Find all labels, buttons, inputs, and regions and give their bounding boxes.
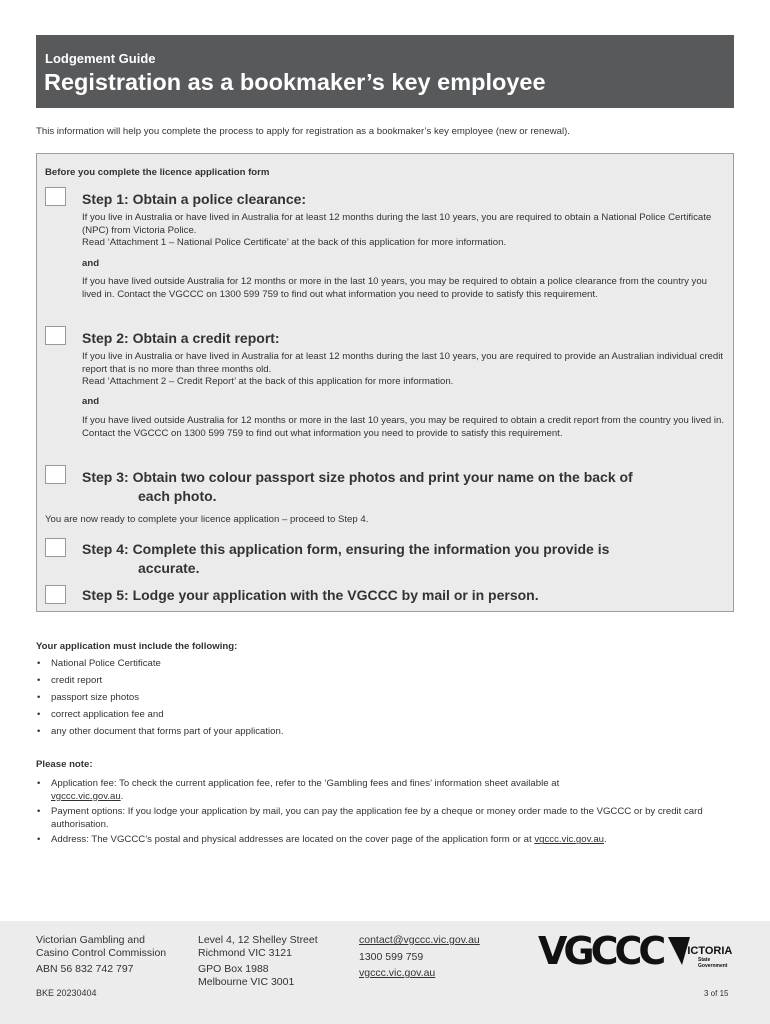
page-number: 3 of 15 xyxy=(704,989,729,998)
step1-checkbox[interactable] xyxy=(45,187,66,206)
footer-website-link[interactable]: vgccc.vic.gov.au xyxy=(359,967,436,979)
page-title: Registration as a bookmaker’s key employee xyxy=(44,69,546,95)
footer-addr-line4: Melbourne VIC 3001 xyxy=(198,975,295,988)
list-item: • correct application fee and xyxy=(36,709,736,722)
checklist-box xyxy=(36,153,734,612)
list-item: • credit report xyxy=(36,675,736,688)
step4-title-line1: Step 4: Complete this application form, ensuring the information you provide is xyxy=(82,541,610,557)
step4-title xyxy=(82,540,722,578)
footer-address xyxy=(198,934,318,988)
note-fee xyxy=(36,778,736,803)
footer-addr-line2: Richmond VIC 3121 xyxy=(198,946,292,959)
step3-title xyxy=(82,468,722,506)
step3-title-line2: each photo. xyxy=(138,488,217,504)
header-banner xyxy=(36,35,734,108)
step2-para1b-text: Read ‘Attachment 2 – Credit Report’ at the back of this application for more information. xyxy=(82,376,454,388)
list-item: • National Police Certificate xyxy=(36,658,736,671)
footer-org xyxy=(36,934,166,976)
step1-para1b-text: Read ‘Attachment 1 – National Police Certificate’ at the back of this application for more information. xyxy=(82,237,507,249)
step1-para1 xyxy=(82,212,727,250)
step4-checkbox[interactable] xyxy=(45,538,66,557)
footer-email-link[interactable]: contact@vgccc.vic.gov.au xyxy=(359,934,480,946)
note-address-end: . xyxy=(604,834,607,846)
fee-link[interactable]: vgccc.vic.gov.au xyxy=(51,790,121,802)
footer-addr-line1: Level 4, 12 Shelley Street xyxy=(198,934,318,946)
step3-title-line1: Step 3: Obtain two colour passport size photos and print your name on the back of xyxy=(82,469,633,485)
note-address-text: Address: The VGCCC’s postal and physical addresses are located on the cover page of the application form or at xyxy=(51,834,532,846)
step5-title: Step 5: Lodge your application with the VGCCC by mail or in person. xyxy=(82,587,539,603)
step2-para1 xyxy=(82,351,727,389)
step2-para2: If you have lived outside Australia for 12 months or more in the last 10 years, you may be required to obtain a credit report from the country you lived in. Contact the VGCCC on 1300 599 759 to find out what information you need to provide to satisfy this requirement. xyxy=(82,415,725,439)
step2-and: and xyxy=(82,396,100,407)
step4-title-line2: accurate. xyxy=(138,560,200,576)
step1-and: and xyxy=(82,258,100,269)
checklist-heading: Before you complete the licence application form xyxy=(45,167,270,178)
step2-title: Step 2: Obtain a credit report: xyxy=(82,330,280,346)
header-subtitle: Lodgement Guide xyxy=(45,51,156,66)
note-fee-end: . xyxy=(120,790,124,802)
victoria-state-government-logo xyxy=(668,935,736,976)
vgccc-logo: VGCCC xyxy=(538,929,663,973)
notes-list xyxy=(36,778,736,847)
step1-para1-text: If you live in Australia or have lived in Australia for at least 12 months during the last 10 years, you are required to obtain a National Police Certificate (NPC) from Victoria Police. xyxy=(82,212,712,236)
step5-checkbox[interactable] xyxy=(45,585,66,604)
step1-title: Step 1: Obtain a police clearance: xyxy=(82,191,307,207)
notes-heading: Please note: xyxy=(36,759,93,770)
footer-org-line2: Casino Control Commission xyxy=(36,946,167,959)
footer-org-line1: Victorian Gambling and xyxy=(36,934,145,946)
include-heading: Your application must include the following: xyxy=(36,641,238,652)
step1-para2: If you have lived outside Australia for 12 months or more in the last 10 years, you may be required to obtain a police clearance from the country you lived in. Contact the VGCCC on 1300 599 759 to find out what information you need to provide to satisfy this requirement. xyxy=(82,276,707,300)
footer-abn: ABN 56 832 742 797 xyxy=(36,963,134,975)
note-fee-text: Application fee: To check the current application fee, refer to the ‘Gambling fees and fines’ information sheet available at xyxy=(51,778,560,789)
footer-phone: 1300 599 759 xyxy=(359,950,424,963)
note-address xyxy=(36,834,736,847)
victoria-logo-text: VICTORIA xyxy=(680,945,733,957)
footer-addr-line3: GPO Box 1988 xyxy=(198,963,269,975)
list-item: • any other document that forms part of your application. xyxy=(36,726,736,739)
list-item: • passport size photos xyxy=(36,692,736,705)
address-link[interactable]: vgccc.vic.gov.au xyxy=(534,834,605,846)
intro-text: This information will help you complete the process to apply for registration as a bookmaker’s key employee (new or renewal). xyxy=(36,126,570,137)
victoria-logo-graphic xyxy=(668,935,736,971)
victoria-logo-sub2: Government xyxy=(698,963,728,969)
include-list xyxy=(36,658,736,738)
step3-checkbox[interactable] xyxy=(45,465,66,484)
victoria-logo-sub1: State xyxy=(698,957,711,963)
note-payment: • Payment options: If you lodge your application by mail, you can pay the application fee by a cheque or money order made to the VGCCC or by credit card authorisation. xyxy=(36,806,736,831)
step2-para1-text: If you live in Australia or have lived in Australia for at least 12 months during the last 10 years, you are required to provide an Australian individual credit report that is no more than three months old. xyxy=(82,351,724,375)
ready-text: You are now ready to complete your licence application – proceed to Step 4. xyxy=(45,514,369,525)
step2-checkbox[interactable] xyxy=(45,326,66,345)
footer-contact xyxy=(359,934,480,980)
document-ref: BKE 20230404 xyxy=(36,988,97,998)
